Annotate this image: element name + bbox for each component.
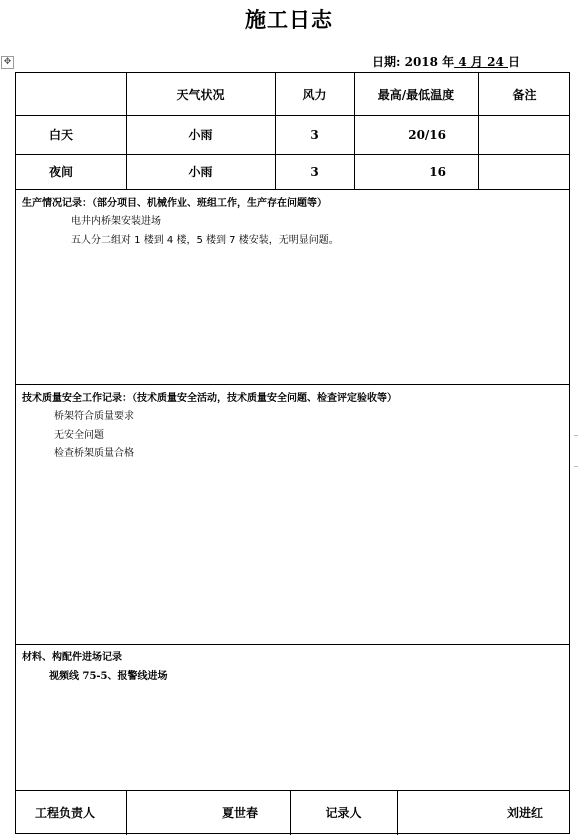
daytime-weather-cell[interactable]: 小雨 [188, 128, 213, 142]
construction-log-sheet [15, 72, 570, 834]
nighttime-temperature-cell[interactable]: 16 [429, 164, 446, 179]
materials-record-heading: 材料、构配件进场记录 [22, 652, 122, 663]
daytime-wind-cell[interactable]: 3 [310, 127, 319, 142]
header-remarks-cell[interactable]: 备注 [512, 87, 537, 102]
header-blank-cell[interactable] [16, 73, 126, 115]
date-line [372, 53, 520, 70]
nighttime-weather-cell[interactable]: 小雨 [188, 165, 213, 179]
quality-line[interactable]: 无安全问题 [54, 430, 104, 441]
header-weather-cell[interactable]: 天气状况 [176, 87, 225, 102]
row-divider [16, 189, 569, 190]
quality-safety-heading: 技术质量安全工作记录：（技术质量安全活动，技术质量安全问题、检查评定验收等） [22, 393, 397, 404]
nighttime-wind-cell[interactable]: 3 [310, 164, 319, 179]
manager-name-cell[interactable]: 夏世春 [221, 806, 258, 820]
header-wind-cell[interactable]: 风力 [302, 87, 327, 102]
production-line[interactable]: 电井内桥架安装进场 [71, 216, 161, 227]
recorder-name-cell[interactable]: 刘进红 [506, 806, 543, 820]
move-handle-icon[interactable]: ✥ [1, 56, 14, 69]
date-month-unit: 月 [470, 55, 483, 69]
quality-line[interactable]: 检查桥架质量合格 [54, 448, 134, 459]
date-prefix: 日期: [372, 55, 405, 69]
quality-line[interactable]: 桥架符合质量要求 [54, 411, 134, 422]
daytime-temperature-cell[interactable]: 20/16 [408, 127, 446, 142]
col-divider [126, 790, 127, 835]
materials-line[interactable]: 视频线 75-5、报警线进场 [49, 671, 168, 682]
daytime-remarks-cell[interactable] [478, 115, 571, 154]
manager-label-cell: 工程负责人 [34, 806, 95, 820]
row-divider [16, 644, 569, 645]
date-year: 2018 年 [404, 55, 455, 69]
scroll-edge-marker [574, 435, 578, 467]
date-day: 24 [487, 55, 504, 69]
nighttime-label-cell[interactable]: 夜间 [48, 165, 73, 179]
page-title: 施工日志 [245, 7, 333, 32]
recorder-label-cell: 记录人 [325, 806, 362, 820]
header-temperature-cell[interactable]: 最高/最低温度 [377, 87, 455, 102]
date-day-unit: 日 [508, 55, 521, 69]
nighttime-remarks-cell[interactable] [478, 154, 571, 189]
production-record-heading: 生产情况记录：（部分项目、机械作业、班组工作，生产存在问题等） [22, 198, 327, 209]
daytime-label-cell[interactable]: 白天 [48, 128, 73, 142]
row-divider [16, 384, 569, 385]
production-line[interactable]: 五人分二组对 1 楼到 4 楼，5 楼到 7 楼安装，无明显问题。 [71, 235, 339, 246]
date-month: 4 [458, 55, 467, 69]
